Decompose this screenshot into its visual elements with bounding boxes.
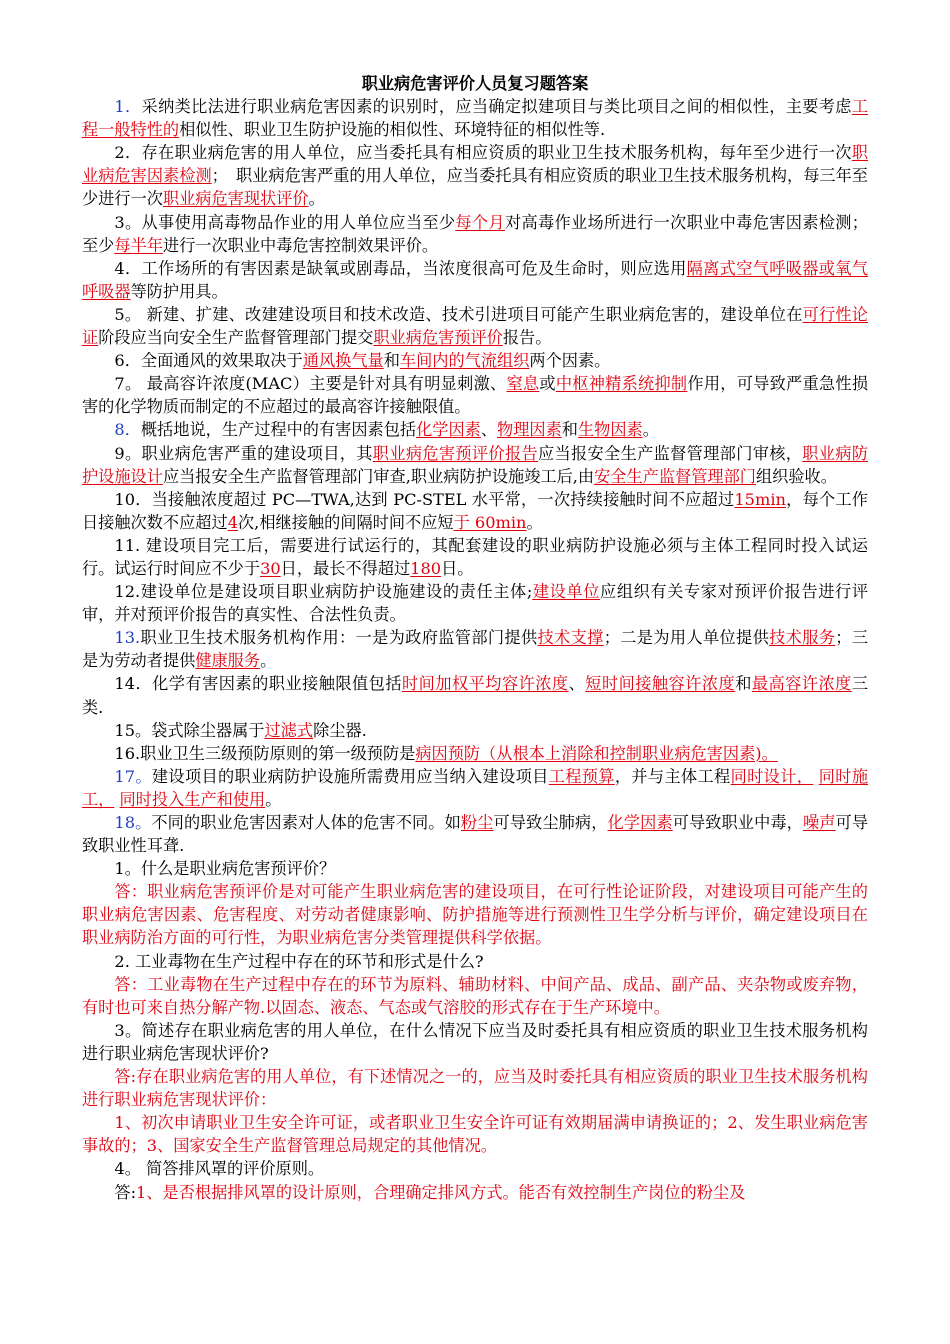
q17-number: 17。 [114, 766, 152, 786]
q18-answer-3: 噪声 [802, 813, 836, 832]
q8-answer-1: 化学因素 [416, 420, 481, 440]
q2-answer-1: 职业病危害因素检测 [82, 143, 868, 186]
q6-answer-2: 车间内的气流组织 [399, 351, 530, 371]
q9-answer-1: 职业病危害预评价报告 [372, 443, 538, 463]
q7-answer-2: 中枢神精系统抑制 [555, 374, 688, 394]
q9-answer-3: 安全生产监督管理部门 [594, 466, 756, 486]
q5-answer-1: 可行性论证 [82, 304, 868, 348]
short-answer-3-items: 1、初次申请职业卫生安全许可证，或者职业卫生安全许可证有效期届满申请换证的；2、发生职业病危害事故的；3、国家安全生产监督管理总局规定的其他情况。 [82, 1113, 868, 1156]
q8-number: 8． [114, 420, 141, 440]
page-title: 职业病危害评价人员复习题答案 [361, 74, 589, 93]
q14-answer-2: 短时间接触容许浓度 [585, 674, 736, 694]
q10-answer-2: 4 [227, 512, 238, 532]
q14-answer-3: 最高容许浓度 [751, 674, 852, 694]
q18-answer-2: 化学因素 [607, 813, 673, 832]
q9-answer-2: 职业病防护设施设计 [82, 443, 869, 486]
question-6: 6．全面通风的效果取决于通风换气量和车间内的气流组织两个因素。 [114, 351, 611, 371]
question-5: 5。 新建、扩建、改建建设项目和技术改造、技术引进项目可能产生职业病危害的，建设单位在可行性论证阶段应当向安全生产监督管理部门提交职业病危害预评价报告。 [82, 304, 868, 348]
q12-answer-1: 建设单位 [532, 582, 601, 602]
short-question-1: 1。什么是职业病危害预评价？ [114, 859, 336, 879]
question-16: 16.职业卫生三级预防原则的第一级预防是病因预防（从根本上消除和控制职业病危害因素)。 [114, 743, 778, 763]
question-14: 14．化学有害因素的职业接触限值包括时间加权平均容许浓度、短时间接触容许浓度和最高容许浓度三类. [82, 674, 869, 717]
question-13: 13.职业卫生技术服务机构作用：一是为政府监管部门提供技术支撑；二是为用人单位提供技术服务；三是为劳动者提供健康服务。 [82, 628, 869, 671]
question-17: 17。建设项目的职业病防护设施所需费用应当纳入建设项目工程预算，并与主体工程同时设计， 同时施工， 同时投入生产和使用。 [82, 766, 869, 809]
q14-answer-1: 时间加权平均容许浓度 [402, 674, 569, 694]
question-15: 15。袋式除尘器属于过滤式除尘器. [114, 720, 367, 740]
short-answer-4: 答:1、是否根据排风罩的设计原则，合理确定排风方式。能否有效控制生产岗位的粉尘及 [114, 1182, 746, 1202]
short-question-3: 3。简述存在职业病危害的用人单位，在什么情况下应当及时委托具有相应资质的职业卫生技术服务机构进行职业病危害现状评价? [82, 1020, 868, 1063]
q3-answer-2: 每半年 [114, 235, 163, 255]
q6-answer-1: 通风换气量 [302, 351, 384, 371]
question-4: 4．工作场所的有害因素是缺氧或剧毒品，当浓度很高可危及生命时，则应选用隔离式空气呼吸器或氧气呼吸器等防护用具。 [82, 258, 869, 301]
q17-answer-2: 同时设计， [730, 766, 814, 786]
q10-answer-1: 15min [734, 489, 786, 509]
question-12: 12.建设单位是建设项目职业病防护设施建设的责任主体;建设单位应组织有关专家对预评价报告进行评审，并对预评价报告的真实性、合法性负责。 [82, 582, 869, 625]
q13-answer-3: 健康服务 [195, 651, 261, 671]
q8-answer-2: 物理因素 [497, 420, 562, 440]
question-18: 18。不同的职业危害因素对人体的危害不同。如粉尘可导致尘肺病，化学因素可导致职业中毒，噪声可导致职业性耳聋. [82, 813, 869, 856]
q13-answer-2: 技术服务 [769, 628, 836, 648]
q1-answer-1: 工程一般特性的 [82, 97, 868, 140]
q18-number: 18。 [114, 813, 152, 832]
question-11: 11. 建设项目完工后，需要进行试运行的，其配套建设的职业病防护设施必须与主体工程同时投入试运行。试运行时间应不少于30日，最长不得超过180日。 [82, 535, 868, 578]
q18-answer-1: 粉尘 [460, 813, 494, 832]
short-question-2: 2. 工业毒物在生产过程中存在的环节和形式是什么? [114, 951, 484, 971]
q2-answer-2: 职业病危害现状评价 [162, 189, 309, 209]
question-9: 9。职业病危害严重的建设项目，其职业病危害预评价报告应当报安全生产监督管理部门审核，职业病防护设施设计应当报安全生产监督管理部门审查,职业病防护设施竣工后,由安全生产监督管理部门组织验收。 [82, 443, 869, 486]
question-8: 8．概括地说，生产过程中的有害因素包括化学因素、物理因素和生物因素。 [114, 420, 659, 440]
q3-answer-1: 每个月 [455, 212, 505, 232]
short-answer-3: 答:存在职业病危害的用人单位，有下述情况之一的，应当及时委托具有相应资质的职业卫生技术服务机构进行职业病危害现状评价： [82, 1067, 868, 1110]
q17-answer-1: 工程预算 [548, 766, 615, 786]
q4-answer-1: 隔离式空气呼吸器或氧气呼吸器 [82, 258, 869, 301]
q10-answer-3: 于 60min [453, 512, 527, 532]
q17-answer-3: 同时施工， [82, 766, 869, 809]
question-2: 2．存在职业病危害的用人单位，应当委托具有相应资质的职业卫生技术服务机构，每年至少进行一次职业病危害因素检测； 职业病危害严重的用人单位，应当委托具有相应资质的职业卫生技术服务机构，每三年至少进行一次职业病危害现状评价。 [82, 143, 868, 209]
q8-answer-3: 生物因素 [577, 420, 643, 440]
short-answer-1: 答：职业病危害预评价是对可能产生职业病危害的建设项目，在可行性论证阶段，对建设项目可能产生的职业病危害因素、危害程度、对劳动者健康影响、防护措施等进行预测性卫生学分析与评价，确定建设项目在职业病防治方面的可行性，为职业病危害分类管理提供科学依据。 [82, 882, 868, 948]
question-7: 7。 最高容许浓度(MAC）主要是针对具有明显刺激、窒息或中枢神精系统抑制作用，可导致严重急性损害的化学物质而制定的不应超过的最高容许接触限值。 [82, 374, 869, 417]
question-1: 1．采纳类比法进行职业病危害因素的识别时，应当确定拟建项目与类比项目之间的相似性，主要考虑工程一般特性的相似性、职业卫生防护设施的相似性、环境特征的相似性等. [82, 97, 868, 140]
q15-answer-1: 过滤式 [264, 720, 314, 740]
short-answer-2: 答：工业毒物在生产过程中存在的环节为原料、辅助材料、中间产品、成品、副产品、夹杂物或废弃物，有时也可来自热分解产物.以固态、液态、气态或气溶胶的形式存在于生产环境中。 [82, 974, 868, 1017]
q11-answer-1: 30 [260, 558, 281, 578]
document-page [82, 72, 868, 1204]
q17-answer-4: 同时投入生产和使用 [119, 789, 266, 809]
q13-number: 13. [114, 628, 141, 648]
q13-answer-1: 技术支撑 [537, 628, 604, 648]
question-10: 10．当接触浓度超过 PC—TWA,达到 PC-STEL 水平常，一次持续接触时间不应超过15min，每个工作日接触次数不应超过4次,相继接触的间隔时间不应短于 60min。 [82, 489, 868, 532]
question-3: 3。从事使用高毒物品作业的用人单位应当至少每个月对高毒作业场所进行一次职业中毒危害因素检测；至少每半年进行一次职业中毒危害控制效果评价。 [82, 212, 868, 255]
q1-number: 1． [114, 97, 142, 117]
short-question-4: 4。 简答排风罩的评价原则。 [114, 1159, 325, 1179]
q7-answer-1: 窒息 [506, 374, 540, 394]
q11-answer-2: 180 [410, 558, 442, 578]
q16-answer-1: 病因预防（从根本上消除和控制职业病危害因素)。 [415, 743, 778, 763]
q5-answer-2: 职业病危害预评价 [373, 328, 503, 348]
